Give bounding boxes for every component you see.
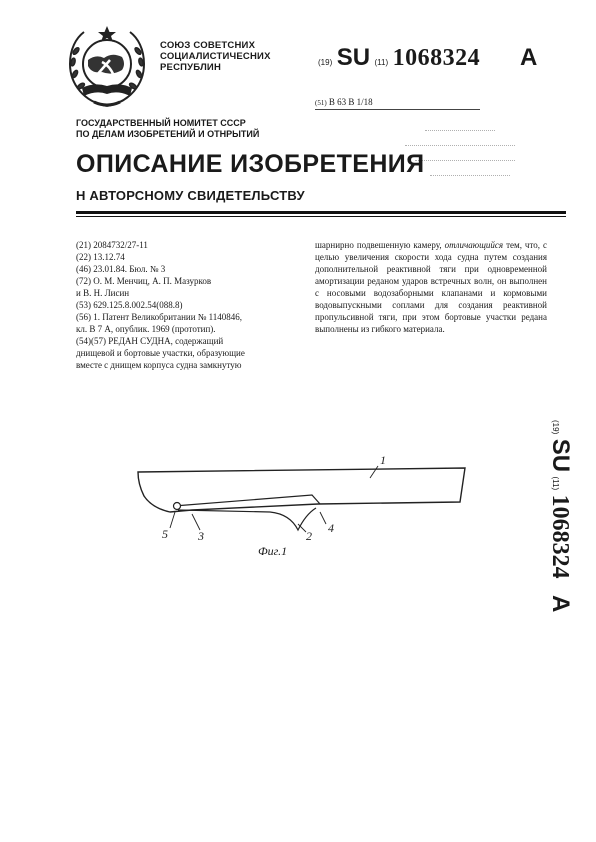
side-patent-number: 1068324	[547, 494, 573, 579]
committee-line-2: ПО ДЕЛАМ ИЗОБРЕТЕНИЙ И ОТНРЫТИЙ	[76, 129, 260, 139]
document-subtitle: Н АВТОРСНОМУ СВИДЕТЕЛЬСТВУ	[76, 188, 305, 203]
ussr-emblem-icon	[66, 24, 148, 110]
side-patent-kind: A	[547, 595, 574, 613]
biblio-line: кл. В 7 А, опублик. 1969 (прототип).	[76, 324, 216, 334]
label-2: 2	[306, 529, 312, 543]
abstract-text-rest: тем, что, с целью увеличения скорости хода судна путем создания дополнительной реактивной тяги при одновременной амортизации реданом ударов встречных волн, он выполнен с носовыми водозаборными клапанами и кормовыми водовыпускными соплами для создания реактивной пропульсивной тяги, при этом бортовые участки редана выполнены из гибкого материала.	[315, 240, 547, 334]
union-line-2: СОЦИАЛИСТИЧЕСНИХ	[160, 51, 271, 62]
biblio-line: (46) 23.01.84. Бюл. № 3	[76, 264, 166, 274]
hinge-point	[174, 503, 181, 510]
biblio-line: вместе с днищем корпуса судна замкнутую	[76, 360, 242, 370]
patent-number: 1068324	[392, 45, 481, 71]
biblio-line: (54)(57) РЕДАН СУДНА, содержащий	[76, 336, 224, 346]
figure-caption: Фиг.1	[258, 544, 288, 558]
bibliographic-data	[76, 239, 296, 371]
ipc-value: В 63 В 1/18	[328, 97, 373, 107]
header-rule-thin	[76, 216, 566, 217]
patent-country-code: SU	[336, 44, 371, 71]
union-line-3: РЕСПУБЛИН	[160, 62, 222, 73]
abstract-emphasis: отличающийся	[444, 240, 504, 250]
label-1: 1	[380, 453, 386, 467]
label-3: 3	[198, 529, 204, 543]
ipc-underline	[315, 109, 480, 110]
figure-1-drawing	[130, 440, 470, 570]
union-line-1: СОЮЗ СОВЕТСНИХ	[160, 40, 256, 51]
side-patent-code	[538, 420, 578, 665]
document-title: ОПИСАНИЕ ИЗОБРЕТЕНИЯ	[76, 150, 425, 178]
label-5: 5	[162, 527, 168, 541]
biblio-line: (53) 629.125.8.002.54(088.8)	[76, 300, 183, 310]
ipc-classification	[315, 97, 373, 107]
biblio-line: днищевой и бортовые участки, образующие	[76, 348, 245, 358]
side-prefix-19: (19)	[551, 420, 560, 435]
biblio-line: (72) О. М. Менчиц, А. П. Мазурков	[76, 276, 212, 286]
committee-line-1: ГОСУДАРСТВЕННЫЙ НОМИТЕТ СССР	[76, 118, 246, 128]
biblio-line: и В. Н. Лисин	[76, 288, 130, 298]
biblio-line: (22) 13.12.74	[76, 252, 125, 262]
header-rule-thick	[76, 211, 566, 214]
abstract-text-start: шарнирно подвешенную камеру,	[315, 240, 445, 250]
side-country-code: SU	[547, 438, 574, 473]
side-prefix-11: (11)	[551, 476, 560, 491]
patent-prefix-19: (19)	[318, 58, 333, 67]
ipc-prefix: (51)	[315, 99, 327, 107]
patent-number-header	[318, 44, 480, 72]
label-4: 4	[328, 521, 334, 535]
abstract-continuation	[315, 239, 547, 335]
patent-kind: A	[520, 44, 538, 71]
biblio-line: (21) 2084732/27-11	[76, 240, 148, 250]
patent-prefix-11: (11)	[374, 58, 389, 67]
biblio-line: (56) 1. Патент Великобритании № 1140846,	[76, 312, 243, 322]
